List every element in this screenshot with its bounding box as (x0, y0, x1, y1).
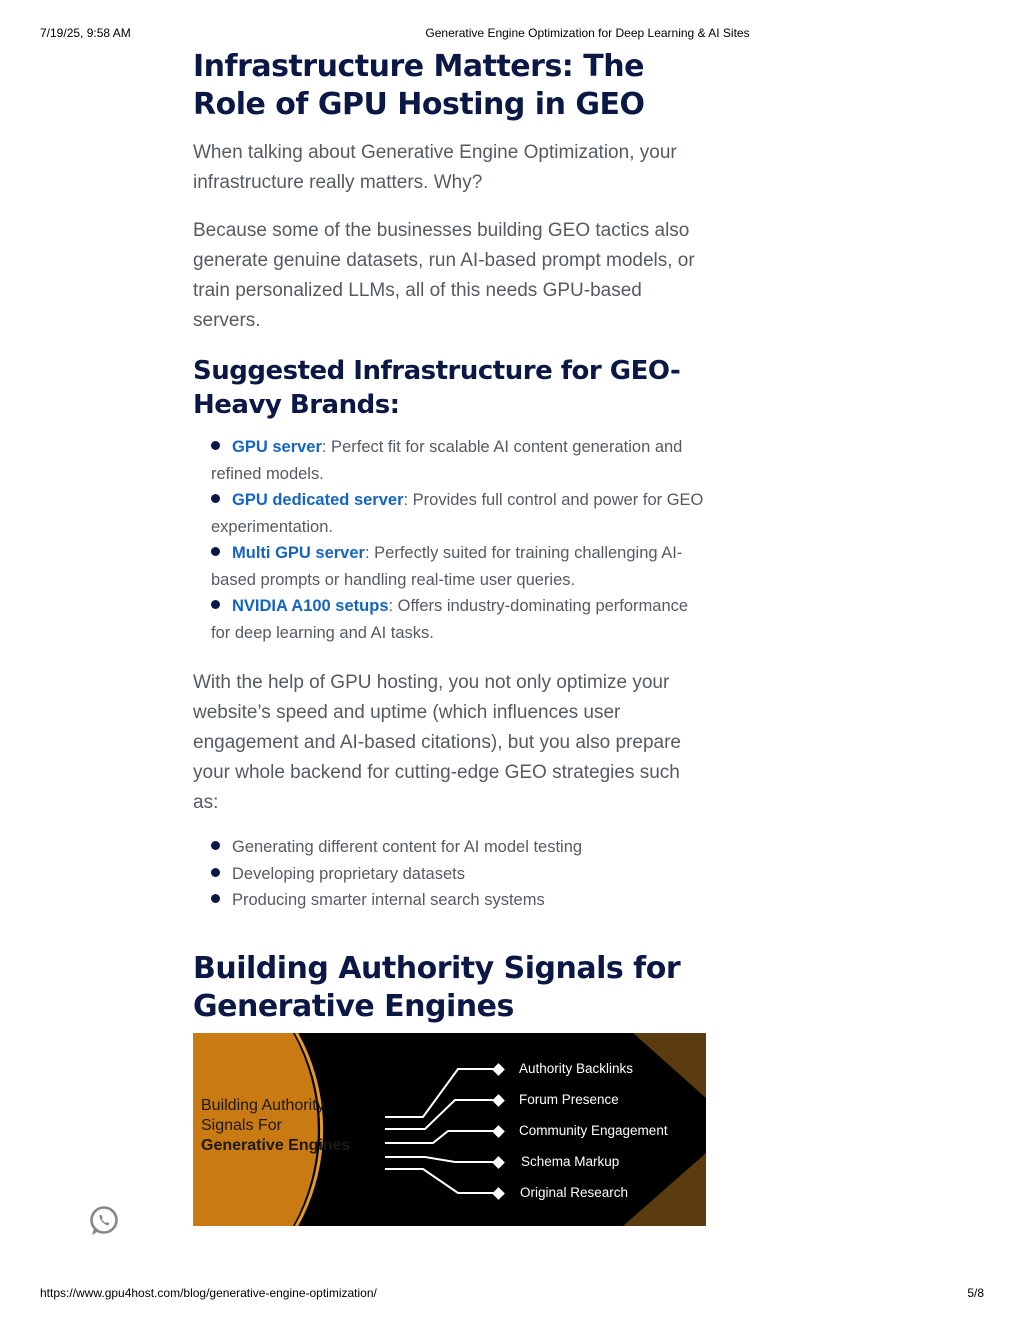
authority-signals-banner (193, 1033, 706, 1226)
section-heading-suggested-infrastructure: Suggested Infrastructure for GEO-Heavy Brands: (193, 356, 681, 420)
list-item (211, 540, 708, 593)
banner-title-line3: Generative Engines (201, 1137, 351, 1154)
list-item-text: : Perfect fit for scalable AI content generation and refined models. (211, 438, 683, 483)
strategies-list (193, 834, 708, 914)
link-nvidia-a100-setups[interactable]: NVIDIA A100 setups (232, 597, 389, 615)
list-item (211, 487, 708, 540)
banner-title-line1: Building Authority (201, 1097, 325, 1114)
print-page-title: Generative Engine Optimization for Deep Learning & AI Sites (425, 26, 750, 40)
link-multi-gpu-server[interactable]: Multi GPU server (232, 544, 365, 562)
bullet-icon (211, 600, 220, 609)
print-page-number: 5/8 (967, 1286, 984, 1300)
banner-item-community-engagement: Community Engagement (519, 1123, 668, 1138)
banner-item-schema-markup: Schema Markup (521, 1154, 620, 1169)
section-heading-authority-signals: Building Authority Signals for Generative Engines (193, 950, 681, 1024)
whatsapp-icon[interactable] (88, 1205, 120, 1237)
link-gpu-server[interactable]: GPU server (232, 438, 322, 456)
bullet-icon (211, 494, 220, 503)
bullet-icon (211, 441, 220, 450)
bullet-icon (211, 547, 220, 556)
link-gpu-dedicated-server[interactable]: GPU dedicated server (232, 491, 404, 509)
list-item (211, 434, 708, 487)
list-item-text: Producing smarter internal search systems (232, 891, 545, 909)
list-item (211, 861, 708, 888)
banner-item-original-research: Original Research (520, 1185, 629, 1200)
print-datetime: 7/19/25, 9:58 AM (40, 26, 131, 40)
banner-item-forum-presence: Forum Presence (519, 1092, 619, 1107)
paragraph-intro: When talking about Generative Engine Optimization, your infrastructure really matters. Why? (193, 142, 677, 193)
list-item (211, 887, 708, 914)
print-header (0, 26, 1024, 42)
bullet-icon (211, 894, 220, 903)
infrastructure-list (193, 434, 708, 646)
list-item (211, 593, 708, 646)
list-item-text: Developing proprietary datasets (232, 864, 465, 883)
bullet-icon (211, 841, 220, 850)
bullet-icon (211, 868, 220, 877)
print-url: https://www.gpu4host.com/blog/generative-engine-optimization/ (40, 1286, 377, 1300)
list-item (211, 834, 708, 861)
paragraph-gpu-hosting: With the help of GPU hosting, you not only optimize your website’s speed and uptime (which influences user engagement and AI-based citations), but you also prepare your whole backend for cutting-edge GEO strategies such as: (193, 672, 681, 813)
banner-graphic (193, 1033, 706, 1226)
paragraph-gpu-needs: Because some of the businesses building GEO tactics also generate genuine datasets, run AI-based prompt models, or train personalized LLMs, all of this needs GPU-based servers. (193, 220, 695, 331)
article-content (193, 48, 708, 1026)
list-item-text: : Offers industry-dominating performance for deep learning and AI tasks. (211, 597, 689, 642)
print-footer (0, 1286, 1024, 1302)
banner-item-authority-backlinks: Authority Backlinks (519, 1061, 634, 1076)
list-item-text: Generating different content for AI model testing (232, 838, 583, 856)
list-item-text: : Provides full control and power for GEO experimentation. (211, 491, 704, 536)
section-heading-infrastructure: Infrastructure Matters: The Role of GPU Hosting in GEO (193, 49, 645, 122)
list-item-text: : Perfectly suited for training challenging AI-based prompts or handling real-time user queries. (211, 544, 683, 589)
banner-title-line2: Signals For (201, 1117, 282, 1134)
